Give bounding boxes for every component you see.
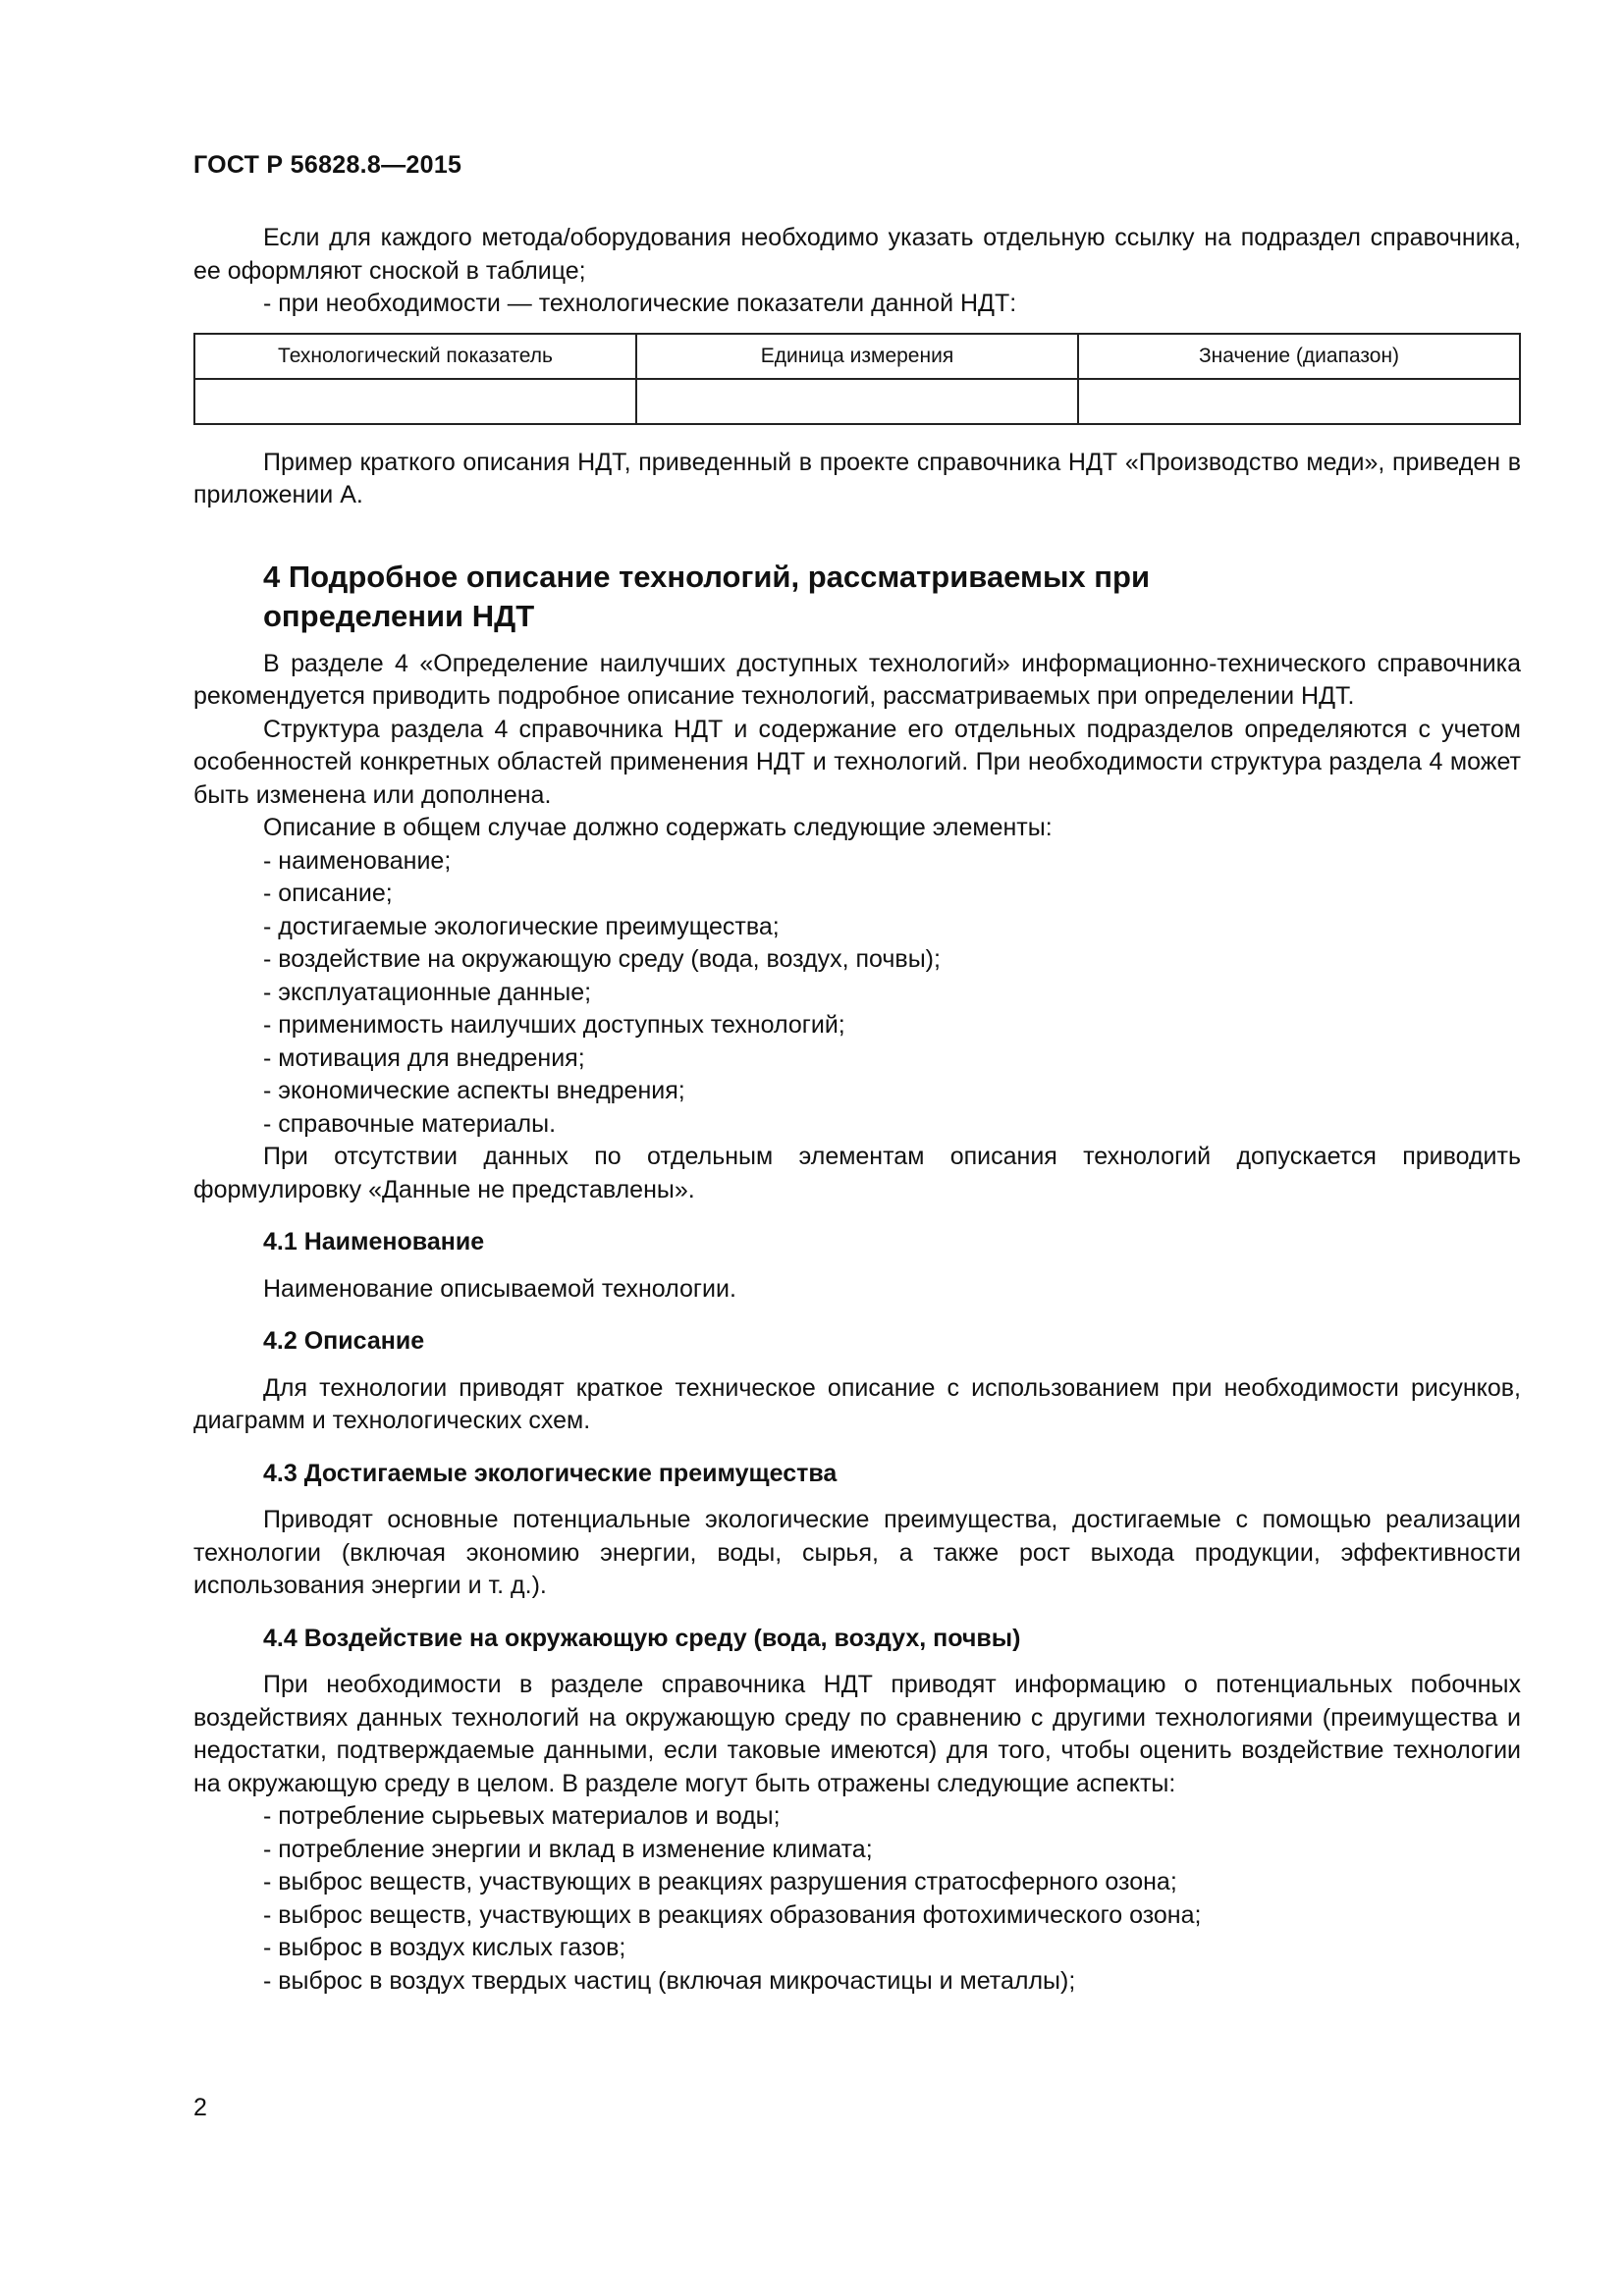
subsection-4-3-paragraph: Приводят основные потенциальные экологические преимущества, достигаемые с помощью реализации технологии (включая экономию энергии, воды, сырья, а также рост выхода продукции, эффективности использования энергии и т. д.). [193,1506,1521,1599]
list-item: - экономические аспекты внедрения; [263,1077,685,1104]
page-number: 2 [193,2094,207,2121]
section-4-paragraph: Описание в общем случае должно содержать следующие элементы: [263,814,1053,841]
page-body [193,222,1521,1998]
subsection-4-1-heading: 4.1 Наименование [263,1228,485,1255]
section-4-paragraph: Структура раздела 4 справочника НДТ и содержание его отдельных подразделов определяются с учетом особенностей конкретных областей применения НДТ и технологий. При необходимости структура раздела 4 может быть изменена или дополнена. [193,715,1521,809]
list-item: - потребление сырьевых материалов и воды; [263,1802,781,1830]
table-header-cell: Технологический показатель [194,334,636,379]
section-4-paragraph: В разделе 4 «Определение наилучших доступных технологий» информационно-технического справочника рекомендуется приводить подробное описание технологий, рассматриваемых при определении НДТ. [193,649,1521,710]
subsection-4-4-paragraph: При необходимости в разделе справочника НДТ приводят информацию о потенциальных побочных воздействиях данных технологий на окружающую среду по сравнению с другими технологиями (преимущества и недостатки, подтверждаемые данными, если таковые имеются) для того, чтобы оценить воздействие технологии на окружающую среду в целом. В разделе могут быть отражены следующие аспекты: [193,1671,1521,1797]
table-cell [1078,379,1520,424]
list-item: - воздействие на окружающую среду (вода, воздух, почвы); [263,945,941,973]
list-item: - выброс веществ, участвующих в реакциях разрушения стратосферного озона; [263,1868,1177,1896]
subsection-4-2-paragraph: Для технологии приводят краткое техническое описание с использованием при необходимости рисунков, диаграмм и технологических схем. [193,1373,1521,1434]
list-item: - выброс в воздух твердых частиц (включая микрочастицы и металлы); [263,1966,1076,1995]
list-item: - эксплуатационные данные; [263,978,592,1006]
list-item: - применимость наилучших доступных технологий; [263,1011,845,1039]
table-row [194,379,1520,424]
document-code-header: ГОСТ Р 56828.8—2015 [193,151,462,179]
subsection-4-4-heading: 4.4 Воздействие на окружающую среду (вода, воздух, почвы) [263,1624,1021,1652]
list-item: - потребление энергии и вклад в изменение климата; [263,1835,873,1863]
list-item: - мотивация для внедрения; [263,1043,585,1072]
list-item: - справочные материалы. [263,1109,557,1138]
example-reference-paragraph: Пример краткого описания НДТ, приведенный в проекте справочника НДТ «Производство меди», приведен в приложении А. [193,448,1521,508]
indicators-table [193,333,1521,425]
table-header-cell: Значение (диапазон) [1078,334,1520,379]
list-item: - наименование; [263,846,452,875]
intro-list-line: - при необходимости — технологические показатели данной НДТ: [263,290,1017,317]
list-item: - выброс в воздух кислых газов; [263,1934,626,1961]
subsection-4-2-heading: 4.2 Описание [263,1327,425,1355]
section-4-paragraph: При отсутствии данных по отдельным элементам описания технологий допускается приводить формулировку «Данные не представлены». [193,1143,1521,1203]
list-item: - выброс веществ, участвующих в реакциях образования фотохимического озона; [263,1900,1202,1929]
list-item: - описание; [263,880,393,907]
subsection-4-1-paragraph: Наименование описываемой технологии. [263,1274,736,1303]
intro-paragraph: Если для каждого метода/оборудования необходимо указать отдельную ссылку на подраздел справочника, ее оформляют сноской в таблице; [193,224,1521,285]
table-header-cell: Единица измерения [636,334,1078,379]
indicators-table-wrap [193,333,1521,425]
table-header-row [194,334,1520,379]
section-4-heading: 4 Подробное описание технологий, рассматриваемых при определении НДТ [263,559,1150,633]
subsection-4-3-heading: 4.3 Достигаемые экологические преимущества [263,1459,838,1487]
table-cell [636,379,1078,424]
list-item: - достигаемые экологические преимущества; [263,912,780,940]
table-cell [194,379,636,424]
